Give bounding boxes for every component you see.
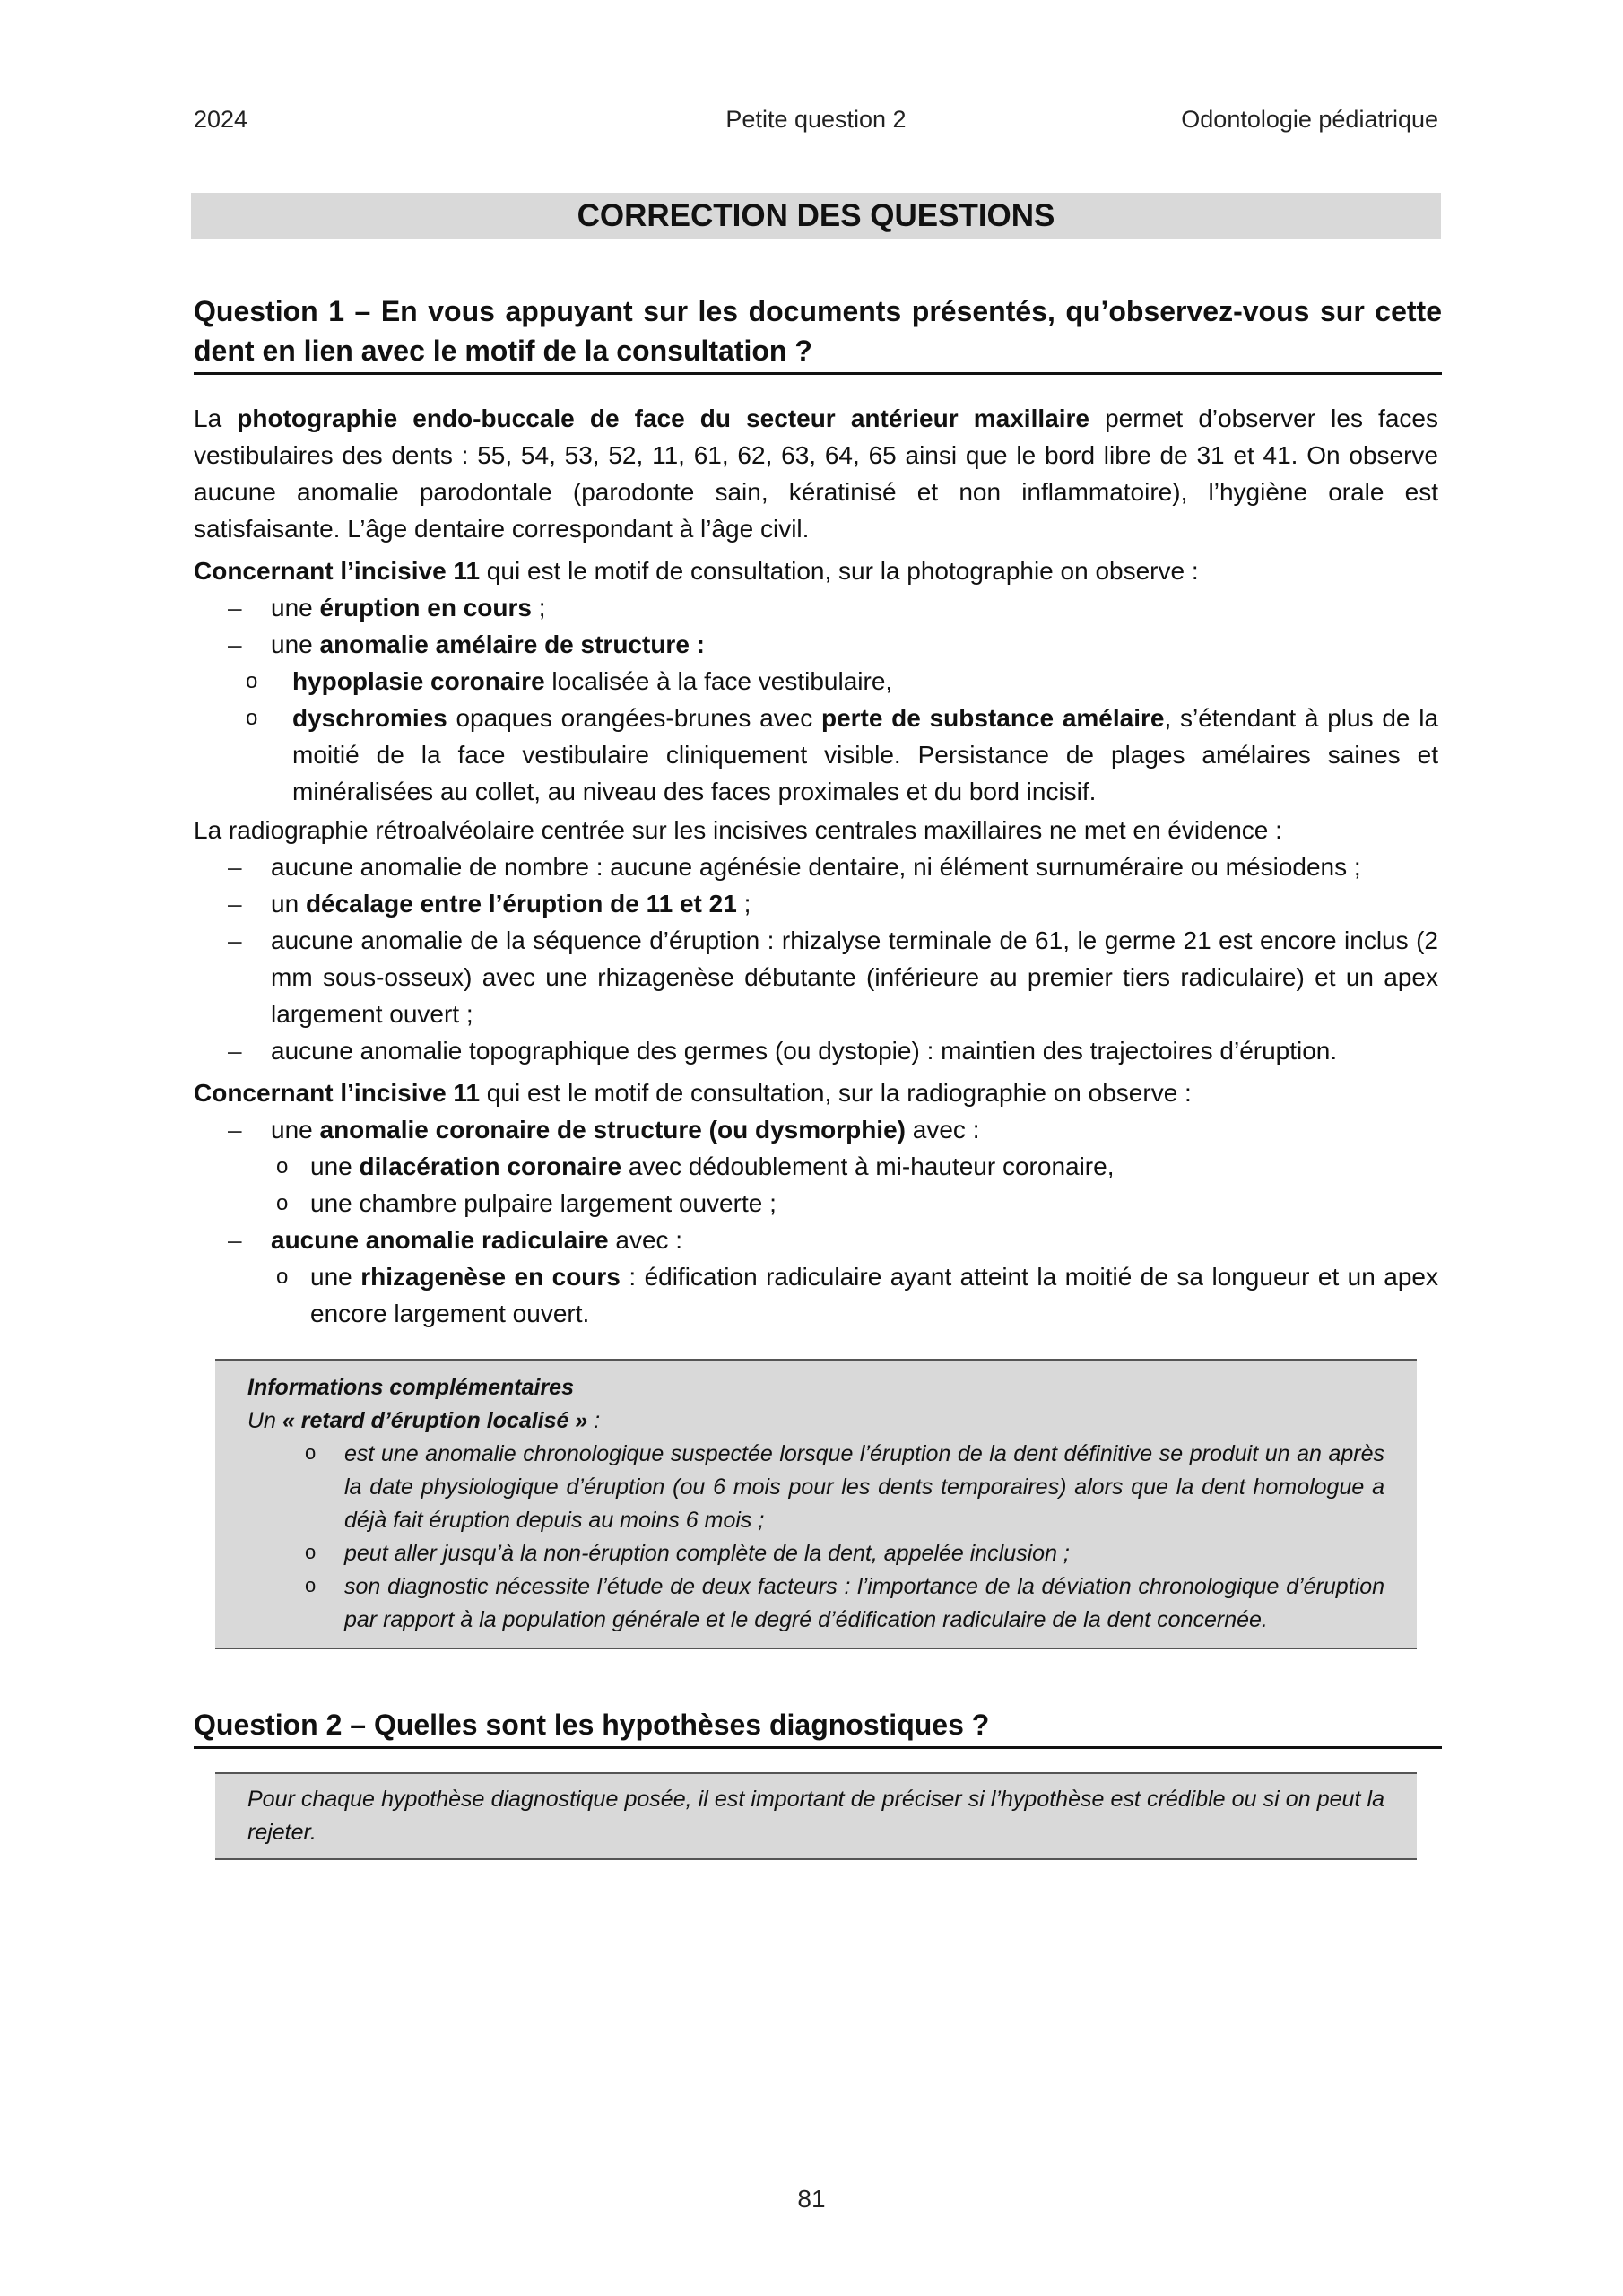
info-box [215,1359,1417,1649]
list-item: o hypoplasie coronaire localisée à la face vestibulaire, [194,663,1438,700]
section-banner: CORRECTION DES QUESTIONS [191,193,1441,239]
list-item: o est une anomalie chronologique suspectée lorsque l’éruption de la dent définitive se produit un an après la date physiologique d’éruption (ou 6 mois pour les dents temporaires) alors que la dent homologue a déjà fait éruption depuis au moins 6 mois ; [247,1438,1384,1537]
list-item: – une anomalie amélaire de structure : [194,626,1438,663]
sub-list [271,1148,1438,1222]
radio-lead: La radiographie rétroalvéolaire centrée sur les incisives centrales maxillaires ne met en évidence : [194,816,1282,844]
page-number: 81 [797,2185,826,2213]
header-subject: Odontologie pédiatrique [1181,106,1438,133]
list-item: – un décalage entre l’éruption de 11 et 21 ; [194,885,1438,922]
photo-findings-list [194,589,1438,663]
list-item: o une chambre pulpaire largement ouverte ; [271,1185,1438,1222]
main-content [194,291,1442,1860]
list-item: – aucune anomalie radiculaire avec : o une rhizagenèse en cours : édification radiculaire ayant atteint la moitié de sa longueur et un apex encore largement ouvert. [194,1222,1438,1332]
list-item: – aucune anomalie de nombre : aucune agénésie dentaire, ni élément surnuméraire ou mésiodens ; [194,848,1438,885]
page-header [194,106,1438,142]
info-box-list [247,1438,1384,1637]
info-box-lead: Un « retard d’éruption localisé » : [247,1408,601,1433]
radio11-findings-list [194,1111,1438,1332]
list-item: o son diagnostic nécessite l’étude de deux facteurs : l’importance de la déviation chronologique d’éruption par rapport à la population générale et le degré d’édification radiculaire de la dent concernée. [247,1570,1384,1637]
list-item: – aucune anomalie de la séquence d’éruption : rhizalyse terminale de 61, le germe 21 est encore inclus (2 mm sous-osseux) avec une rhizagenèse débutante (inférieure au premier tiers radiculaire) et un apex largement ouvert ; [194,922,1438,1032]
question-1-title: Question 1 – En vous appuyant sur les documents présentés, qu’observez-vous sur cette dent en lien avec le motif de la consultation ? [194,291,1442,375]
list-item: – aucune anomalie topographique des germes (ou dystopie) : maintien des trajectoires d’éruption. [194,1032,1438,1069]
list-item: o une rhizagenèse en cours : édification radiculaire ayant atteint la moitié de sa longueur et un apex encore largement ouvert. [271,1258,1438,1332]
list-item: o une dilacération coronaire avec dédoublement à mi-hauteur coronaire, [271,1148,1438,1185]
sub-list [271,1258,1438,1332]
info-box-title: Informations complémentaires [247,1375,574,1400]
photo-subfindings-list [194,663,1438,810]
list-item: – une anomalie coronaire de structure (ou dysmorphie) avec : o une dilacération coronaire avec dédoublement à mi-hauteur coronaire, o une chambre pulpaire largement ouverte ; [194,1111,1438,1222]
intro-paragraph: La photographie endo-buccale de face du secteur antérieur maxillaire permet d’observer les faces vestibulaires des dents : 55, 54, 53, 52, 11, 61, 62, 63, 64, 65 ainsi que le bord libre de 31 et 41. On observe aucune anomalie parodontale (parodonte sain, kératinisé et non inflammatoire), l’hygiène orale est satisfaisante. L’âge dentaire correspondant à l’âge civil. [194,404,1438,543]
header-title: Petite question 2 [725,106,907,133]
photo-lead: Concernant l’incisive 11 qui est le motif de consultation, sur la photographie on observe : [194,557,1199,585]
header-year: 2024 [194,106,248,133]
list-item: o dyschromies opaques orangées-brunes avec perte de substance amélaire, s’étendant à plus de la moitié de la face vestibulaire cliniquement visible. Persistance de plages amélaires saines et minéralisées au collet, au niveau des faces proximales et du bord incisif. [194,700,1438,810]
radio11-lead: Concernant l’incisive 11 qui est le motif de consultation, sur la radiographie on observe : [194,1079,1192,1107]
note-box: Pour chaque hypothèse diagnostique posée, il est important de préciser si l’hypothèse est crédible ou si on peut la rejeter. [215,1772,1417,1860]
question-2-title: Question 2 – Quelles sont les hypothèses diagnostiques ? [194,1705,1442,1749]
radio-findings-list [194,848,1438,1069]
list-item: o peut aller jusqu’à la non-éruption complète de la dent, appelée inclusion ; [247,1537,1384,1570]
list-item: – une éruption en cours ; [194,589,1438,626]
